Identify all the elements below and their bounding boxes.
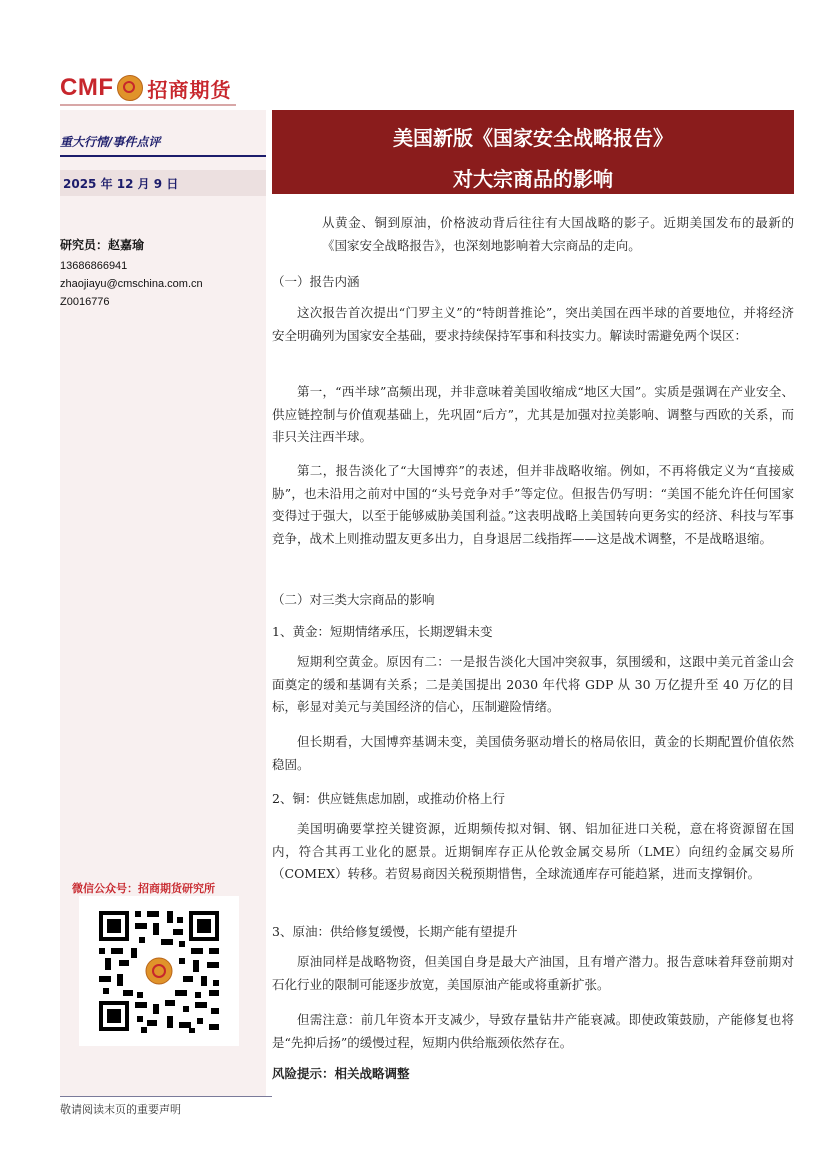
analyst-email[interactable]: zhaojiayu@cmschina.com.cn <box>60 278 203 290</box>
report-date: 2025 年 12 月 9 日 <box>63 177 179 191</box>
brand-emblem-icon <box>117 75 143 101</box>
section1-paragraph-2: 第一，“西半球”高频出现，并非意味着美国收缩成“地区大国”。实质是强调在产业安全、供应链控制与价值观基础上，先巩固“后方”，尤其是加强对拉美影响、调整与西欧的关系，而非只关注西半球。 <box>272 384 794 444</box>
header-divider <box>60 104 236 106</box>
section-heading-1: （一）报告内涵 <box>272 274 360 289</box>
brand-logo <box>60 74 231 102</box>
oil-paragraph-1: 原油同样是战略物资，但美国自身是最大产油国，且有增产潜力。报告意味着拜登前期对石化行业的限制可能逐步放宽，美国原油产能或将重新扩张。 <box>272 954 794 992</box>
brand-cn: 招商期货 <box>147 77 232 102</box>
wechat-qr-code <box>79 896 239 1046</box>
gold-paragraph-1: 短期利空黄金。原因有二：一是报告淡化大国冲突叙事，氛围缓和，这跟中美元首釜山会面奠定的缓和基调有关系；二是美国提出 2030 年代将 GDP 从 30 万亿提升至 40 万亿的目标，彰显对美元与美国经济的信心，压制避险情绪。 <box>272 654 794 714</box>
report-title: 美国新版《国家安全战略报告》 <box>393 126 673 150</box>
oil-paragraph-2: 但需注意：前几年资本开支减少，导致存量钻井产能衰减。即使政策鼓励，产能修复也将是“先抑后扬”的缓慢过程，短期内供给瓶颈依然存在。 <box>272 1012 794 1050</box>
section1-paragraph-1: 这次报告首次提出“门罗主义”的“特朗普推论”，突出美国在西半球的首要地位，并将经济安全明确列为国家安全基础，要求持续保持军事和科技实力。解读时需避免两个误区： <box>272 305 794 343</box>
qr-code-icon <box>79 896 239 1046</box>
report-subtitle: 对大宗商品的影响 <box>453 167 613 191</box>
wechat-label: 微信公众号：招商期货研究所 <box>72 882 215 895</box>
analyst-license: Z0016776 <box>60 296 110 308</box>
analyst-phone: 13686866941 <box>60 260 128 272</box>
report-type: 重大行情/事件点评 <box>60 135 161 149</box>
section-heading-2: （二）对三类大宗商品的影响 <box>272 592 435 607</box>
section1-paragraph-3: 第二，报告淡化了“大国博弈”的表述，但并非战略收缩。例如，不再将俄定义为“直接威胁”，也未沿用之前对中国的“头号竞争对手”等定位。但报告仍写明：“美国不能允许任何国家变得过于强大，以至于能够威胁美国利益。”这表明战略上美国转向更务实的经济、科技与军事竞争，战术上则推动盟友更多出力，自身退居二线指挥——这是战术调整，不是战略退缩。 <box>272 463 794 546</box>
oil-heading: 3、原油：供给修复缓慢，长期产能有望提升 <box>272 924 518 939</box>
copper-paragraph-1: 美国明确要掌控关键资源，近期频传拟对铜、钢、铝加征进口关税，意在将资源留在国内，符合其再工业化的愿景。近期铜库存正从伦敦金属交易所（LME）向纽约金属交易所（COMEX）转移。若贸易商因关税预期惜售，全球流通库存可能趋紧，进而支撑铜价。 <box>272 821 794 881</box>
report-type-underline <box>60 155 266 157</box>
brand-en: CMF <box>60 74 114 101</box>
gold-heading: 1、黄金：短期情绪承压，长期逻辑未变 <box>272 624 493 639</box>
footer-disclaimer-note: 敬请阅读末页的重要声明 <box>60 1103 181 1116</box>
analyst-name: 研究员：赵嘉瑜 <box>60 238 145 252</box>
intro-paragraph: 从黄金、铜到原油，价格波动背后往往有大国战略的影子。近期美国发布的最新的《国家安全战略报告》，也深刻地影响着大宗商品的走向。 <box>322 215 794 253</box>
footer-divider <box>60 1096 272 1097</box>
gold-paragraph-2: 但长期看，大国博弈基调未变，美国债务驱动增长的格局依旧，黄金的长期配置价值依然稳固。 <box>272 734 794 772</box>
copper-heading: 2、铜：供应链焦虑加剧，或推动价格上行 <box>272 791 505 806</box>
risk-warning: 风险提示：相关战略调整 <box>272 1066 410 1081</box>
